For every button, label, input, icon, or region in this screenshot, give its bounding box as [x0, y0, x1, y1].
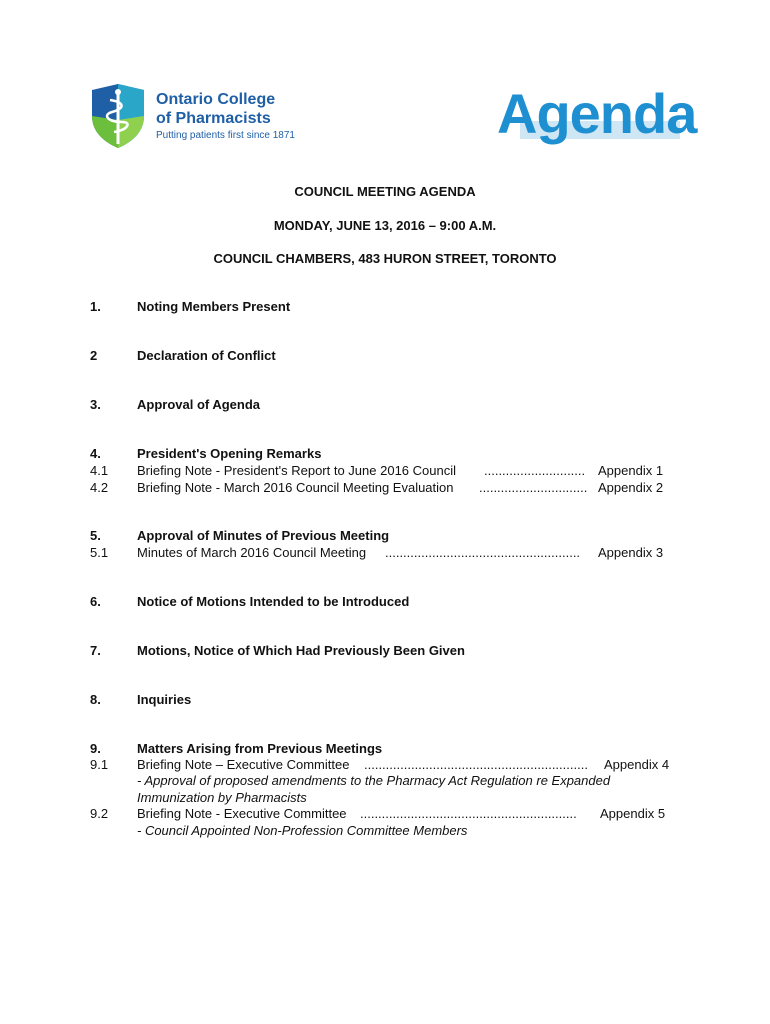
item-title: Motions, Notice of Which Had Previously Been Given: [137, 643, 465, 658]
item-title: Declaration of Conflict: [137, 348, 276, 363]
item-detail: - Approval of proposed amendments to the Pharmacy Act Regulation re Expanded: [137, 773, 611, 788]
logo-name-line1: Ontario College: [156, 91, 276, 108]
item-number: 5.1: [90, 545, 109, 560]
item-number: 1.: [90, 299, 101, 314]
leader-dots: ............................................................: [360, 806, 577, 821]
agenda-heading: Agenda: [497, 82, 697, 145]
leader-dots: ..............................................................: [364, 757, 588, 772]
item-title: Approval of Agenda: [137, 397, 261, 412]
appendix-ref: Appendix 1: [598, 463, 664, 478]
meeting-location: COUNCIL CHAMBERS, 483 HURON STREET, TORONTO: [213, 251, 557, 266]
item-detail: - Council Appointed Non-Profession Committee Members: [137, 823, 468, 838]
item-text: Briefing Note - Executive Committee: [137, 806, 347, 821]
item-number: 9.2: [90, 806, 109, 821]
item-number: 2: [90, 348, 98, 363]
meeting-date: MONDAY, JUNE 13, 2016 – 9:00 A.M.: [273, 218, 497, 233]
appendix-ref: Appendix 2: [598, 480, 664, 495]
item-number: 7.: [90, 643, 101, 658]
meeting-title: COUNCIL MEETING AGENDA: [294, 184, 476, 199]
item-title: Notice of Motions Intended to be Introduced: [137, 594, 410, 609]
item-number: 8.: [90, 692, 101, 707]
item-number: 9.: [90, 741, 101, 756]
item-number: 4.2: [90, 480, 109, 495]
item-number: 9.1: [90, 757, 109, 772]
item-detail: Immunization by Pharmacists: [137, 790, 307, 805]
leader-dots: ......................................................: [385, 545, 581, 560]
item-number: 6.: [90, 594, 101, 609]
item-number: 4.1: [90, 463, 109, 478]
item-number: 3.: [90, 397, 101, 412]
item-text: Minutes of March 2016 Council Meeting: [137, 545, 367, 560]
appendix-ref: Appendix 5: [600, 806, 666, 821]
item-number: 5.: [90, 528, 101, 543]
leader-dots: ............................: [484, 463, 586, 478]
item-text: Briefing Note - March 2016 Council Meeting Evaluation: [137, 480, 454, 495]
leader-dots: ..............................: [479, 480, 588, 495]
logo-tagline: Putting patients first since 1871: [156, 130, 295, 141]
appendix-ref: Appendix 4: [604, 757, 670, 772]
item-text: Briefing Note – Executive Committee: [137, 757, 350, 772]
item-title: Matters Arising from Previous Meetings: [137, 741, 383, 756]
shield-caduceus-icon: [88, 82, 148, 150]
logo-name-line2: of Pharmacists: [156, 110, 271, 127]
item-number: 4.: [90, 446, 101, 461]
item-title: Inquiries: [137, 692, 192, 707]
ocp-logo: [88, 82, 295, 152]
appendix-ref: Appendix 3: [598, 545, 664, 560]
item-title: Noting Members Present: [137, 299, 291, 314]
item-title: Approval of Minutes of Previous Meeting: [137, 528, 390, 543]
item-title: President's Opening Remarks: [137, 446, 322, 461]
item-text: Briefing Note - President's Report to June 2016 Council: [137, 463, 456, 478]
